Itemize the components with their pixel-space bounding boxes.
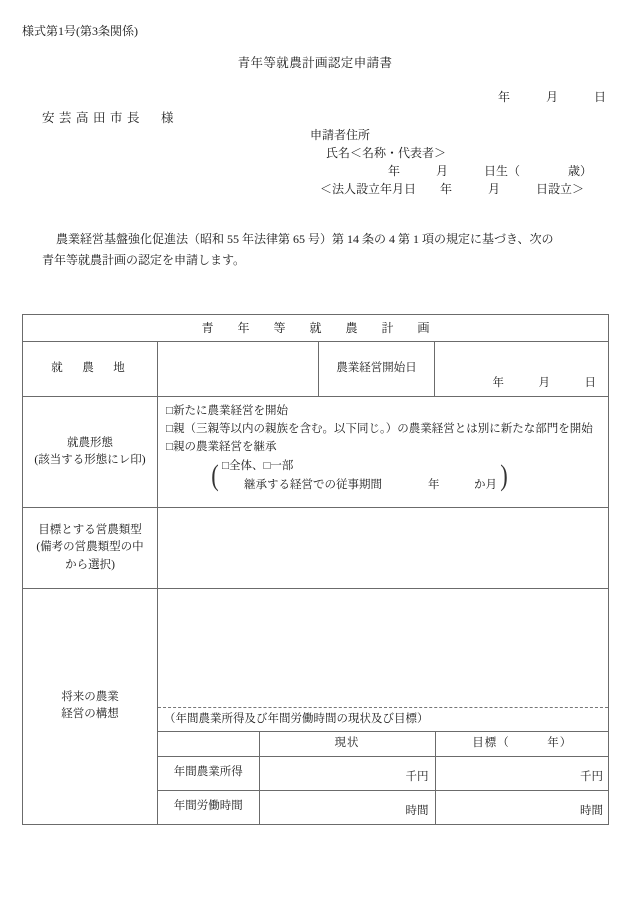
legal-statement [42,229,590,270]
left-paren-icon: ( [211,458,219,492]
succession-work-period[interactable]: 継承する経営での従事期間 年 か月 [244,478,497,491]
form-number: 様式第1号(第3条関係) [22,24,138,38]
income-hours-caption: （年間農業所得及び年間労働時間の現状及び目標） [158,708,608,732]
table-row-employment-type [23,397,609,508]
applicant-name-label: 氏名＜名称・代表者＞ [326,146,447,160]
income-hours-table [158,732,609,823]
start-date-input[interactable]: 年 月 日 [435,342,609,397]
applicant-birthdate-line: 年 月 日生（ 歳） [388,164,593,178]
succession-detail-group [210,457,602,493]
checkbox-option-separate-division[interactable]: □親（三親等以内の親族を含む。以下同じ。）の農業経営とは別に新たな部門を開始 [166,423,593,436]
addressee: 安芸高田市長 様 [42,111,179,125]
start-date-label: 農業経営開始日 [319,342,435,397]
checkbox-option-succeed-parent[interactable]: □親の農業経営を継承 [166,441,277,454]
annual-hours-target-input[interactable]: 時間 [435,790,609,824]
succession-detail-text [220,457,499,493]
employment-type-options [158,397,609,508]
income-hours-header-current: 現状 [259,732,435,756]
table-row-target-type [23,508,609,589]
table-row-annual-income [158,756,609,790]
target-type-label-sub1: (備考の営農類型の中 [36,541,144,554]
future-vision-content [158,589,609,825]
income-hours-header-blank [158,732,259,756]
corporation-establishment-line: ＜法人設立年月日 年 月 日設立＞ [320,182,585,196]
table-row-plan-title [23,315,609,342]
future-vision-label-line1: 将来の農業 [61,691,119,703]
employment-type-label-sub: (該当する形態にレ印) [34,454,146,466]
target-type-label-main: 目標とする営農類型 [38,524,142,537]
income-hours-header-row [158,732,609,756]
target-type-label-sub2: から選択) [65,558,115,571]
farming-place-input[interactable] [158,342,319,397]
target-type-label [23,508,158,589]
annual-hours-current-input[interactable]: 時間 [259,790,435,824]
annual-income-label: 年間農業所得 [158,756,259,790]
applicant-address-label: 申請者住所 [310,128,371,142]
table-row-future-vision [23,589,609,825]
employment-type-label [23,397,158,508]
future-vision-label-line2: 経営の構想 [61,708,119,721]
plan-title-cell: 青 年 等 就 農 計 画 [23,315,609,342]
annual-income-target-input[interactable]: 千円 [435,756,609,790]
farming-place-label: 就 農 地 [23,342,158,397]
submission-date-line [0,88,630,106]
annual-income-current-input[interactable]: 千円 [259,756,435,790]
checkbox-option-whole-or-part[interactable]: □全体、□一部 [222,460,294,473]
checkbox-option-new-start[interactable]: □新たに農業経営を開始 [166,405,288,417]
legal-statement-line-1: 農業経営基盤強化促進法（昭和 55 年法律第 65 号）第 14 条の 4 第 1 項の規定に基づき、次の [56,232,554,246]
target-type-input[interactable] [158,508,609,589]
document-title: 青年等就農計画認定申請書 [237,56,393,70]
submission-date-text: 年 月 日 [497,90,606,104]
table-row-farming-place [23,342,609,397]
employment-type-label-main: 就農形態 [67,436,113,449]
table-row-annual-hours [158,790,609,824]
income-hours-header-target: 目標（ 年） [435,732,609,756]
right-paren-icon: ) [500,458,508,492]
annual-hours-label: 年間労働時間 [158,790,259,824]
legal-statement-line-2: 青年等就農計画の認定を申請します。 [42,252,246,267]
future-vision-input[interactable] [158,589,608,707]
future-vision-label [23,589,158,825]
plan-table [22,314,609,825]
applicant-info-block [310,126,592,198]
